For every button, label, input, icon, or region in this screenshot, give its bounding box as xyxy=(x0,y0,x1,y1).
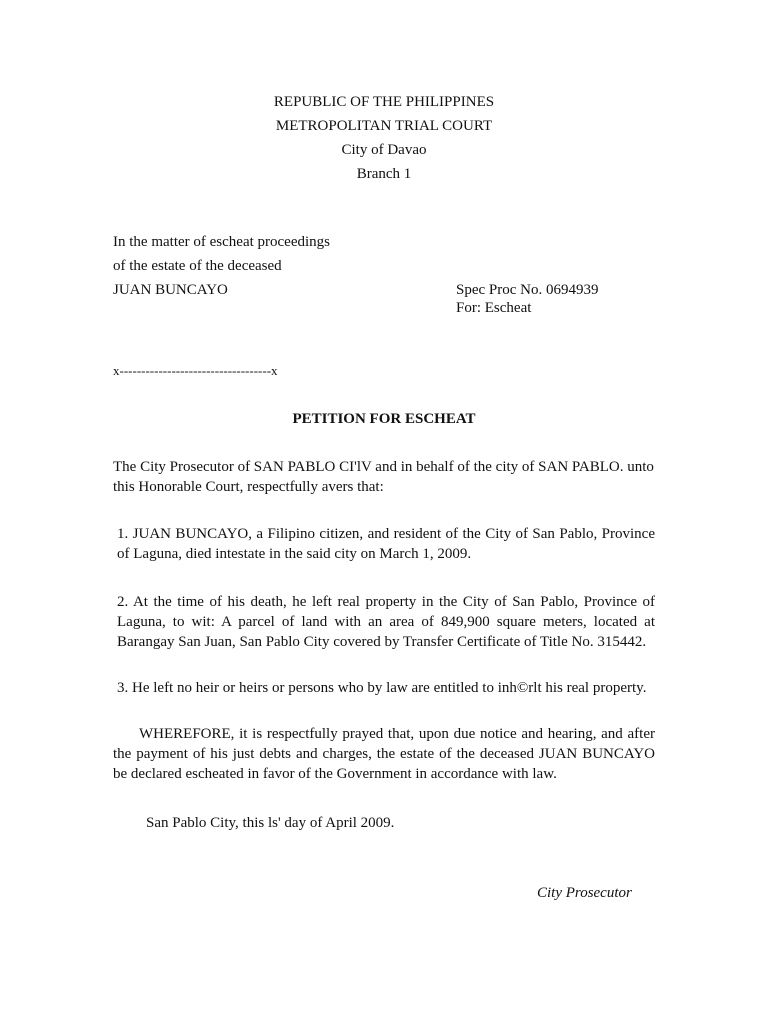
paragraph-2 xyxy=(117,592,655,652)
paragraph-1-text: 1. JUAN BUNCAYO, a Filipino citizen, and resident of the City of San Pablo, Province of Laguna, died intestate in the said city on March 1, 2009. xyxy=(117,526,655,562)
header-court: METROPOLITAN TRIAL COURT xyxy=(275,118,493,134)
paragraph-1 xyxy=(117,524,655,564)
caption-separator: x-----------------------------------x xyxy=(113,363,278,378)
header-city: City of Davao xyxy=(341,142,427,158)
intro-text: The City Prosecutor of SAN PABLO CI'lV and in behalf of the city of SAN PABLO. unto this Honorable Court, respectfully avers that: xyxy=(113,459,654,495)
caption-matter-line1: In the matter of escheat proceedings xyxy=(113,234,330,250)
intro-paragraph xyxy=(113,457,655,497)
wherefore-text: WHEREFORE, it is respectfully prayed that, upon due notice and hearing, and after the payment of his just debts and charges, the estate of the deceased JUAN BUNCAYO be declared escheated in favor of the Government in accordance with law. xyxy=(113,726,655,782)
case-type: For: Escheat xyxy=(456,300,532,316)
signatory-title: City Prosecutor xyxy=(537,885,632,901)
caption-matter-line2: of the estate of the deceased xyxy=(113,258,282,274)
case-number: Spec Proc No. 0694939 xyxy=(456,282,599,298)
dateline: San Pablo City, this ls' day of April 2009. xyxy=(146,815,395,831)
caption-deceased-name: JUAN BUNCAYO xyxy=(113,282,228,298)
header-branch: Branch 1 xyxy=(356,166,412,182)
paragraph-3 xyxy=(117,678,655,698)
paragraph-2-text: 2. At the time of his death, he left real property in the City of San Pablo, Province of Laguna, to wit: A parcel of land with an area of 849,900 square meters, located at Barangay San Juan, San Pablo City covered by Transfer Certificate of Title No. 315442. xyxy=(117,594,655,650)
header-republic: REPUBLIC OF THE PHILIPPINES xyxy=(273,94,495,110)
petition-title: PETITION FOR ESCHEAT xyxy=(292,411,476,427)
paragraph-3-text: 3. He left no heir or heirs or persons who by law are entitled to inh©rlt his real property. xyxy=(117,680,647,696)
wherefore-paragraph xyxy=(113,724,655,784)
